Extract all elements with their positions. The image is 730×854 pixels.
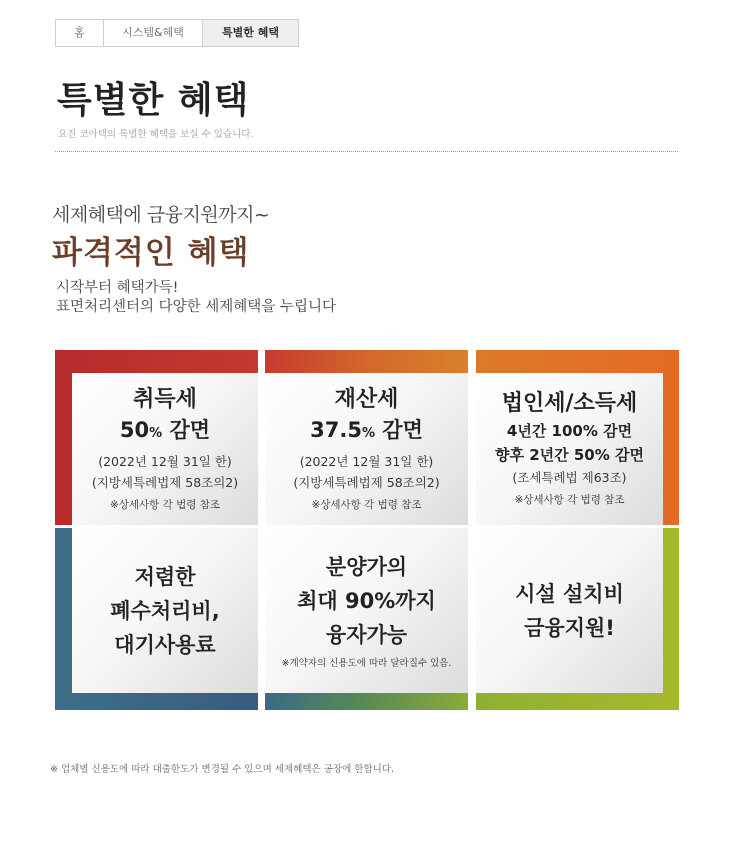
breadcrumb — [55, 19, 299, 47]
card-line1: 분양가의 — [325, 554, 408, 579]
benefit-card-property-tax — [265, 350, 468, 525]
card-law: (조세특례법 제63조) — [512, 470, 627, 485]
benefit-card-body — [265, 373, 468, 525]
card-line2: 향후 2년간 50% 감면 — [495, 446, 644, 464]
card-law: (지방세특례법제 58조의2) — [91, 474, 239, 490]
benefit-card-acquisition-tax — [55, 350, 258, 525]
breadcrumb-home[interactable]: 홈 — [55, 19, 104, 47]
benefit-card-body — [265, 528, 468, 693]
benefit-card-body — [476, 528, 663, 693]
benefit-card-wastewater — [55, 528, 258, 710]
breadcrumb-special-benefits[interactable]: 특별한 혜택 — [202, 19, 299, 47]
card-law: (지방세특례법제 58조의2) — [293, 474, 440, 490]
page-title: 특별한 혜택 — [57, 79, 250, 121]
card-title: 취득세 — [133, 386, 197, 412]
lead-description-line2: 표면처리센터의 다양한 세제혜택을 누립니다 — [56, 299, 336, 315]
card-title: 법인세/소득세 — [501, 391, 638, 416]
card-note: ※계약자의 신용도에 따라 달라질수 있음. — [281, 657, 452, 669]
card-line1: 시설 설치비 — [515, 581, 624, 606]
divider — [55, 151, 678, 152]
card-date: (2022년 12월 31일 한) — [299, 453, 434, 469]
benefit-card-body — [72, 528, 258, 693]
card-title: 재산세 — [334, 386, 399, 412]
page-subtitle: 요진 코아텍의 특별한 혜택을 보실 수 있습니다. — [58, 129, 254, 140]
lead-description-line1: 시작부터 혜택가득! — [56, 280, 179, 296]
card-line2: 폐수처리비, — [110, 598, 220, 623]
benefit-card-body — [72, 373, 258, 525]
card-line1: 4년간 100% 감면 — [506, 422, 633, 440]
lead-headline: 파격적인 혜택 — [52, 235, 250, 271]
card-line3: 융자가능 — [325, 622, 408, 647]
card-line2: 최대 90%까지 — [297, 588, 436, 613]
benefits-grid — [55, 350, 678, 710]
card-note: ※상세사항 각 법령 참조 — [109, 498, 221, 511]
card-line2: 금융지원! — [524, 615, 615, 640]
card-note: ※상세사항 각 법령 참조 — [514, 494, 625, 506]
footnote: ※ 업체별 신용도에 따라 대출한도가 변경될 수 있으며 세제혜택은 공장에 한합니다. — [50, 764, 395, 775]
card-line1: 저렴한 — [134, 564, 196, 589]
breadcrumb-system-benefits[interactable]: 시스템&혜택 — [103, 19, 203, 47]
benefit-card-corporate-tax — [476, 350, 679, 525]
card-value: 37.5% 감면 — [310, 417, 423, 442]
card-value: 50% 감면 — [119, 417, 211, 442]
benefit-card-facility-financing — [476, 528, 679, 710]
card-line3: 대기사용료 — [114, 632, 216, 657]
card-date: (2022년 12월 31일 한) — [98, 453, 232, 469]
benefit-card-body — [476, 373, 663, 525]
lead-description — [56, 279, 336, 317]
card-note: ※상세사항 각 법령 참조 — [311, 498, 422, 511]
lead-tagline: 세제혜택에 금융지원까지~ — [52, 204, 270, 226]
benefit-card-loan — [265, 528, 468, 710]
